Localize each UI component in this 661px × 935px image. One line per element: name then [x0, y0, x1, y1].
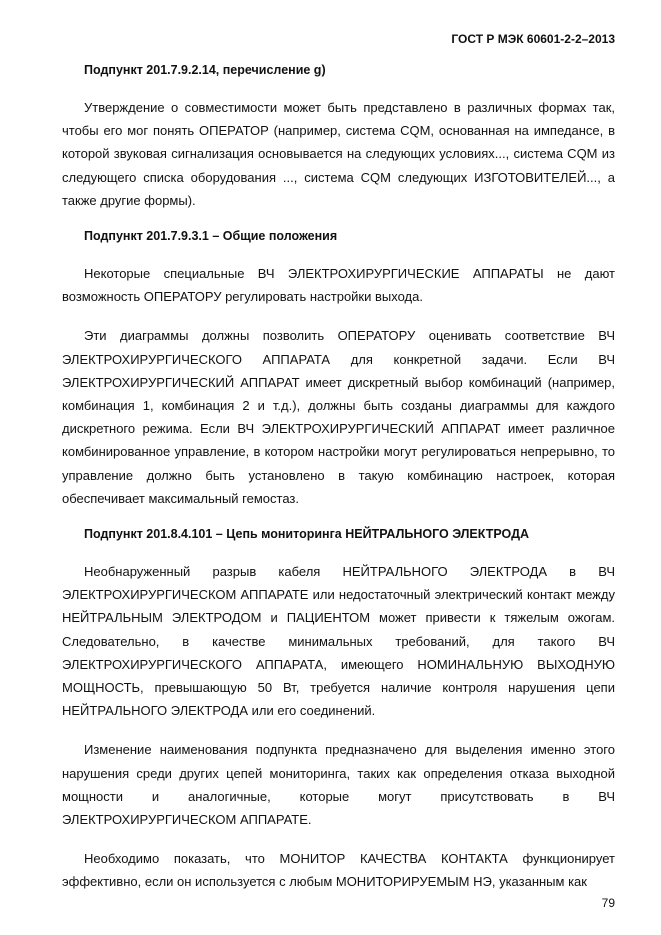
document-id: ГОСТ Р МЭК 60601-2-2–2013 — [451, 32, 615, 46]
paragraph: Изменение наименования подпункта предназначено для выделения именно этого нарушения среди других цепей мониторинга, таких как определения отказа выходной мощности и аналогичные, которые могут присутствовать в ВЧ ЭЛЕКТРОХИРУРГИЧЕСКОМ АППАРАТЕ. — [62, 742, 615, 828]
section-heading-3: Подпункт 201.8.4.101 – Цепь мониторинга НЕЙТРАЛЬНОГО ЭЛЕКТРОДА — [84, 527, 530, 542]
page-number: 79 — [601, 896, 615, 910]
section-heading-2: Подпункт 201.7.9.3.1 – Общие положения — [84, 229, 338, 244]
section-heading-1: Подпункт 201.7.9.2.14, перечисление g) — [84, 63, 326, 77]
paragraph: Эти диаграммы должны позволить ОПЕРАТОРУ оценивать соответствие ВЧ ЭЛЕКТРОХИРУРГИЧЕСКОГО АППАРАТА для конкретной задачи. Если ВЧ ЭЛЕКТРОХИРУРГИЧЕСКИЙ АППАРАТ имеет дискретный выбор комбинаций (например, комбинация 1, комбинация 2 и т.д.), должны быть созданы диаграммы для каждого дискретного режима. Если ВЧ ЭЛЕКТРОХИРУРГИЧЕСКИЙ АППАРАТ имеет различное комбинированное управление, в котором настройки могут регулироваться непрерывно, то управление должно быть установлено в такую комбинацию настроек, которая обеспечивает максимальный гемостаз. — [62, 328, 615, 506]
paragraph: Необнаруженный разрыв кабеля НЕЙТРАЛЬНОГО ЭЛЕКТРОДА в ВЧ ЭЛЕКТРОХИРУРГИЧЕСКОМ АППАРАТЕ или недостаточный электрический контакт между НЕЙТРАЛЬНЫМ ЭЛЕКТРОДОМ и ПАЦИЕНТОМ может привести к тяжелым ожогам. Следовательно, в качестве минимальных требований, для такого ВЧ ЭЛЕКТРОХИРУРГИЧЕСКОГО АППАРАТА, имеющего НОМИНАЛЬНУЮ ВЫХОДНУЮ МОЩНОСТЬ, превышающую 50 Вт, требуется наличие контроля нарушения цепи НЕЙТРАЛЬНОГО ЭЛЕКТРОДА или его соединений. — [62, 564, 615, 719]
document-page — [62, 32, 615, 910]
paragraph: Необходимо показать, что МОНИТОР КАЧЕСТВА КОНТАКТА функционирует эффективно, если он используется с любым МОНИТОРИРУЕМЫМ НЭ, указанным как — [62, 851, 615, 890]
paragraph: Утверждение о совместимости может быть представлено в различных формах так, чтобы его мог понять ОПЕРАТОР (например, система CQM, основанная на импедансе, в которой звуковая сигнализация основывается на следующих условиях..., система CQM из следующего списка оборудования ..., система CQM следующих ИЗГОТОВИТЕЛЕЙ..., а также другие формы). — [62, 100, 615, 208]
paragraph: Некоторые специальные ВЧ ЭЛЕКТРОХИРУРГИЧЕСКИЕ АППАРАТЫ не дают возможность ОПЕРАТОРУ регулировать настройки выхода. — [62, 266, 615, 305]
